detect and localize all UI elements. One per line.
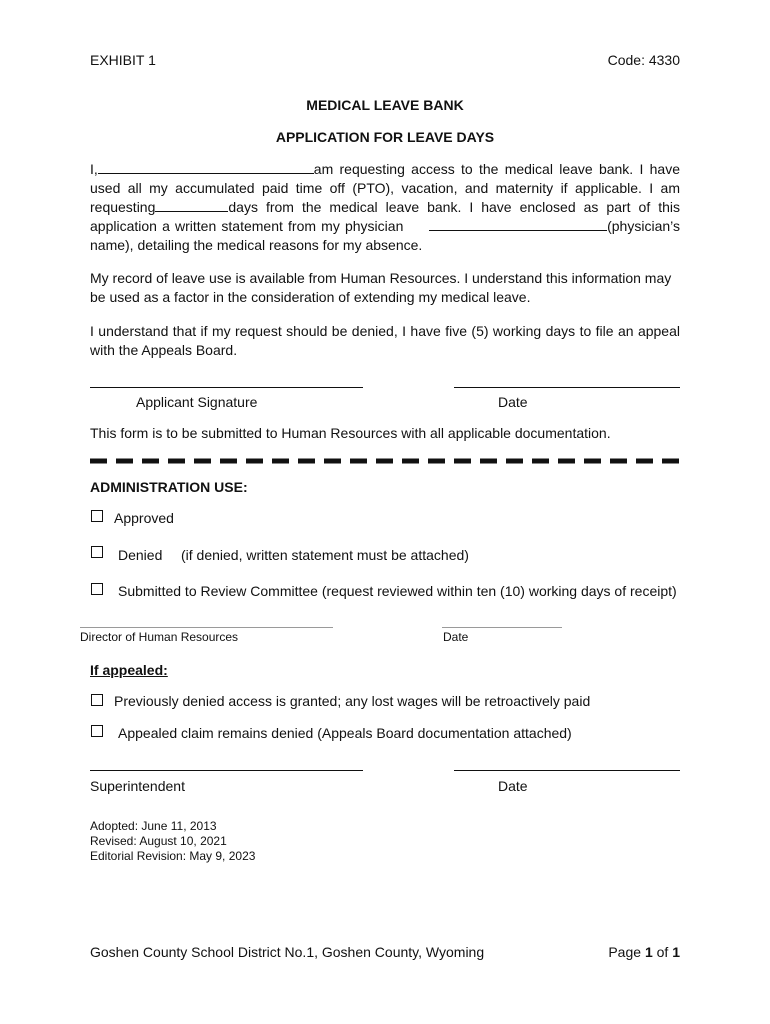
physician-name-field[interactable] <box>429 218 607 231</box>
request-paragraph: I, am requesting access to the medical leave bank. I have used all my accumulated paid time off (PTO), vacation, and maternity if applicable. I am requesting days from the medical leave bank. I have enclosed as part of this application a written statement from my physician (physician’s name), detailing the medical reasons for my absence. <box>90 161 680 253</box>
appeal-heading: If appealed: <box>90 662 168 678</box>
admin-heading: ADMINISTRATION USE: <box>90 479 248 495</box>
footer-district: Goshen County School District No.1, Goshen County, Wyoming <box>90 944 485 960</box>
applicant-signature-label: Applicant Signature <box>136 394 258 410</box>
appeal-granted-label: Previously denied access is granted; any lost wages will be retroactively paid <box>114 693 591 709</box>
adopted-date: Adopted: June 11, 2013 <box>90 819 217 833</box>
denied-note: (if denied, written statement must be attached) <box>181 547 469 563</box>
denied-label: Denied <box>118 547 163 563</box>
applicant-date-line[interactable] <box>454 387 680 388</box>
review-committee-checkbox[interactable] <box>91 583 103 595</box>
director-label: Director of Human Resources <box>80 630 239 644</box>
appeal-notice-paragraph: I understand that if my request should be denied, I have five (5) working days to file an appeal with the Appeals Board. <box>90 323 680 358</box>
superintendent-label: Superintendent <box>90 778 185 794</box>
review-committee-label: Submitted to Review Committee (request reviewed within ten (10) working days of receipt) <box>118 583 677 599</box>
director-date-line[interactable] <box>442 627 562 628</box>
dashed-separator <box>90 458 682 464</box>
form-title: MEDICAL LEAVE BANK <box>306 97 464 113</box>
appeal-granted-checkbox[interactable] <box>91 694 103 706</box>
days-requested-field[interactable] <box>155 199 228 212</box>
appeal-denied-checkbox[interactable] <box>91 725 103 737</box>
director-signature-line[interactable] <box>80 627 333 628</box>
page-number: Page 1 of 1 <box>608 944 680 960</box>
superintendent-signature-line[interactable] <box>90 770 363 771</box>
policy-code: Code: 4330 <box>607 52 680 68</box>
superintendent-date-line[interactable] <box>454 770 680 771</box>
form-subtitle: APPLICATION FOR LEAVE DAYS <box>275 129 495 145</box>
appeal-denied-label: Appealed claim remains denied (Appeals Board documentation attached) <box>118 725 572 741</box>
leave-record-paragraph: My record of leave use is available from Human Resources. I understand this information may be used as a factor in the consideration of extending my medical leave. <box>90 270 672 305</box>
revised-date: Revised: August 10, 2021 <box>90 834 227 848</box>
applicant-date-label: Date <box>498 394 528 410</box>
editorial-revision-date: Editorial Revision: May 9, 2023 <box>90 849 256 863</box>
denied-checkbox[interactable] <box>91 546 103 558</box>
exhibit-label: EXHIBIT 1 <box>90 52 156 68</box>
submission-note: This form is to be submitted to Human Resources with all applicable documentation. <box>90 425 611 441</box>
director-date-label: Date <box>443 630 469 644</box>
approved-label: Approved <box>114 510 174 526</box>
superintendent-date-label: Date <box>498 778 528 794</box>
applicant-signature-line[interactable] <box>90 387 363 388</box>
applicant-name-field[interactable] <box>98 161 314 174</box>
approved-checkbox[interactable] <box>91 510 103 522</box>
